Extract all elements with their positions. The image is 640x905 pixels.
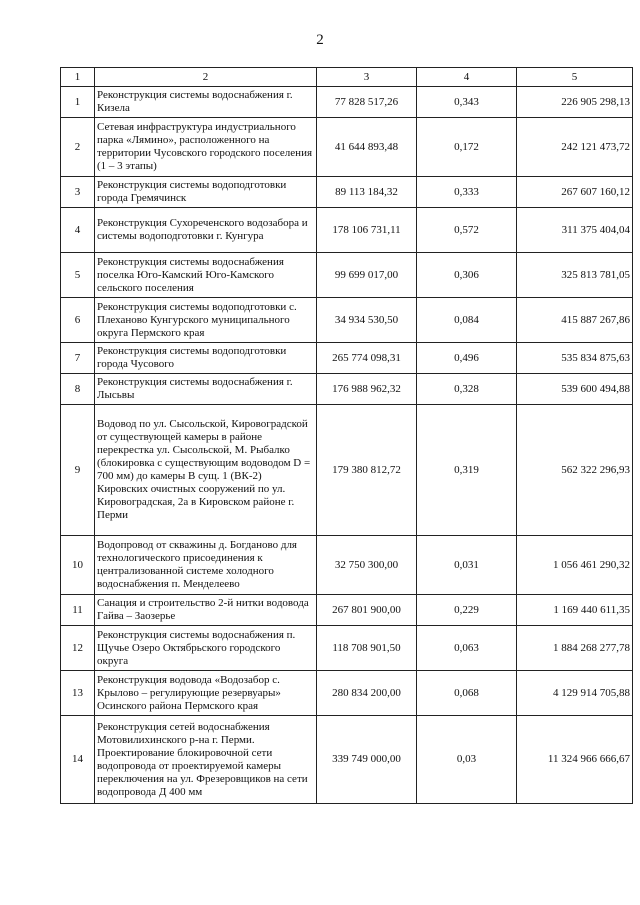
row-number: 13 [61, 671, 95, 716]
cumulative-total: 11 324 966 666,67 [517, 716, 633, 804]
table-row [61, 671, 633, 716]
project-cost: 32 750 300,00 [317, 536, 417, 595]
table-row [61, 208, 633, 253]
cumulative-total: 1 884 268 277,78 [517, 626, 633, 671]
coefficient: 0,328 [417, 374, 517, 405]
table-row [61, 177, 633, 208]
project-cost: 99 699 017,00 [317, 253, 417, 298]
cumulative-total: 267 607 160,12 [517, 177, 633, 208]
column-header-2: 2 [95, 68, 317, 87]
coefficient: 0,031 [417, 536, 517, 595]
table-row [61, 298, 633, 343]
coefficient: 0,03 [417, 716, 517, 804]
coefficient: 0,306 [417, 253, 517, 298]
coefficient: 0,496 [417, 343, 517, 374]
cumulative-total: 562 322 296,93 [517, 405, 633, 536]
row-number: 10 [61, 536, 95, 595]
cumulative-total: 539 600 494,88 [517, 374, 633, 405]
column-header-5: 5 [517, 68, 633, 87]
project-name: Санация и строительство 2-й нитки водовода Гайва – Заозерье [95, 595, 317, 626]
coefficient: 0,068 [417, 671, 517, 716]
cumulative-total: 311 375 404,04 [517, 208, 633, 253]
coefficient: 0,172 [417, 118, 517, 177]
project-cost: 178 106 731,11 [317, 208, 417, 253]
project-name: Реконструкция системы водоснабжения п. Щучье Озеро Октябрьского городского округа [95, 626, 317, 671]
row-number: 12 [61, 626, 95, 671]
cumulative-total: 226 905 298,13 [517, 87, 633, 118]
project-cost: 265 774 098,31 [317, 343, 417, 374]
project-cost: 267 801 900,00 [317, 595, 417, 626]
cumulative-total: 1 056 461 290,32 [517, 536, 633, 595]
project-name: Реконструкция системы водоснабжения поселка Юго-Камский Юго-Камского сельского поселения [95, 253, 317, 298]
table-header-row [61, 68, 633, 87]
column-header-3: 3 [317, 68, 417, 87]
column-header-1: 1 [61, 68, 95, 87]
project-name: Реконструкция водовода «Водозабор с. Крылово – регулирующие резервуары» Осинского района Пермского края [95, 671, 317, 716]
table-row [61, 343, 633, 374]
table-row [61, 716, 633, 804]
row-number: 1 [61, 87, 95, 118]
row-number: 6 [61, 298, 95, 343]
project-cost: 118 708 901,50 [317, 626, 417, 671]
project-table [60, 67, 633, 804]
table-row [61, 536, 633, 595]
table-row [61, 374, 633, 405]
project-cost: 176 988 962,32 [317, 374, 417, 405]
coefficient: 0,084 [417, 298, 517, 343]
table-row [61, 626, 633, 671]
project-name: Реконструкция Сухореченского водозабора и системы водоподготовки г. Кунгура [95, 208, 317, 253]
cumulative-total: 1 169 440 611,35 [517, 595, 633, 626]
row-number: 7 [61, 343, 95, 374]
coefficient: 0,063 [417, 626, 517, 671]
project-cost: 41 644 893,48 [317, 118, 417, 177]
row-number: 14 [61, 716, 95, 804]
project-cost: 339 749 000,00 [317, 716, 417, 804]
cumulative-total: 535 834 875,63 [517, 343, 633, 374]
project-name: Водовод по ул. Сысольской, Кировоградской от существующей камеры в районе перекрестка ул. Сысольской, М. Рыбалко (блокировка с существующим водоводом D = 700 мм) до камеры В сущ. 1 (ВК-2) Кировских очистных сооружений по ул. Кировоградская, 2а в Кировском районе г. Перми [95, 405, 317, 536]
table-row [61, 87, 633, 118]
project-name: Водопровод от скважины д. Богданово для технологического присоединения к централизованной системе холодного водоснабжения п. Менделеево [95, 536, 317, 595]
project-name: Реконструкция системы водоподготовки города Чусового [95, 343, 317, 374]
cumulative-total: 325 813 781,05 [517, 253, 633, 298]
coefficient: 0,572 [417, 208, 517, 253]
coefficient: 0,333 [417, 177, 517, 208]
project-name: Реконструкция системы водоподготовки города Гремячинск [95, 177, 317, 208]
row-number: 5 [61, 253, 95, 298]
cumulative-total: 4 129 914 705,88 [517, 671, 633, 716]
project-name: Сетевая инфраструктура индустриального парка «Лямино», расположенного на территории Чусовского городского поселения (1 – 3 этапы) [95, 118, 317, 177]
row-number: 8 [61, 374, 95, 405]
coefficient: 0,229 [417, 595, 517, 626]
page-number: 2 [316, 32, 324, 48]
row-number: 3 [61, 177, 95, 208]
row-number: 2 [61, 118, 95, 177]
coefficient: 0,319 [417, 405, 517, 536]
project-cost: 34 934 530,50 [317, 298, 417, 343]
table-row [61, 253, 633, 298]
project-name: Реконструкция системы водоснабжения г. Кизела [95, 87, 317, 118]
project-cost: 77 828 517,26 [317, 87, 417, 118]
cumulative-total: 242 121 473,72 [517, 118, 633, 177]
project-name: Реконструкция сетей водоснабжения Мотовилихинского р-на г. Перми. Проектирование блокировочной сети водопровода от проектируемой камеры переключения на ул. Фрезеровщиков на сети водопровода Д 400 мм [95, 716, 317, 804]
row-number: 11 [61, 595, 95, 626]
project-name: Реконструкция системы водоподготовки с. Плеханово Кунгурского муниципального округа Пермского края [95, 298, 317, 343]
project-cost: 280 834 200,00 [317, 671, 417, 716]
coefficient: 0,343 [417, 87, 517, 118]
row-number: 4 [61, 208, 95, 253]
table-row [61, 405, 633, 536]
project-name: Реконструкция системы водоснабжения г. Лысьвы [95, 374, 317, 405]
table-row [61, 118, 633, 177]
column-header-4: 4 [417, 68, 517, 87]
table-body [61, 87, 633, 804]
project-cost: 179 380 812,72 [317, 405, 417, 536]
row-number: 9 [61, 405, 95, 536]
project-cost: 89 113 184,32 [317, 177, 417, 208]
table-row [61, 595, 633, 626]
cumulative-total: 415 887 267,86 [517, 298, 633, 343]
